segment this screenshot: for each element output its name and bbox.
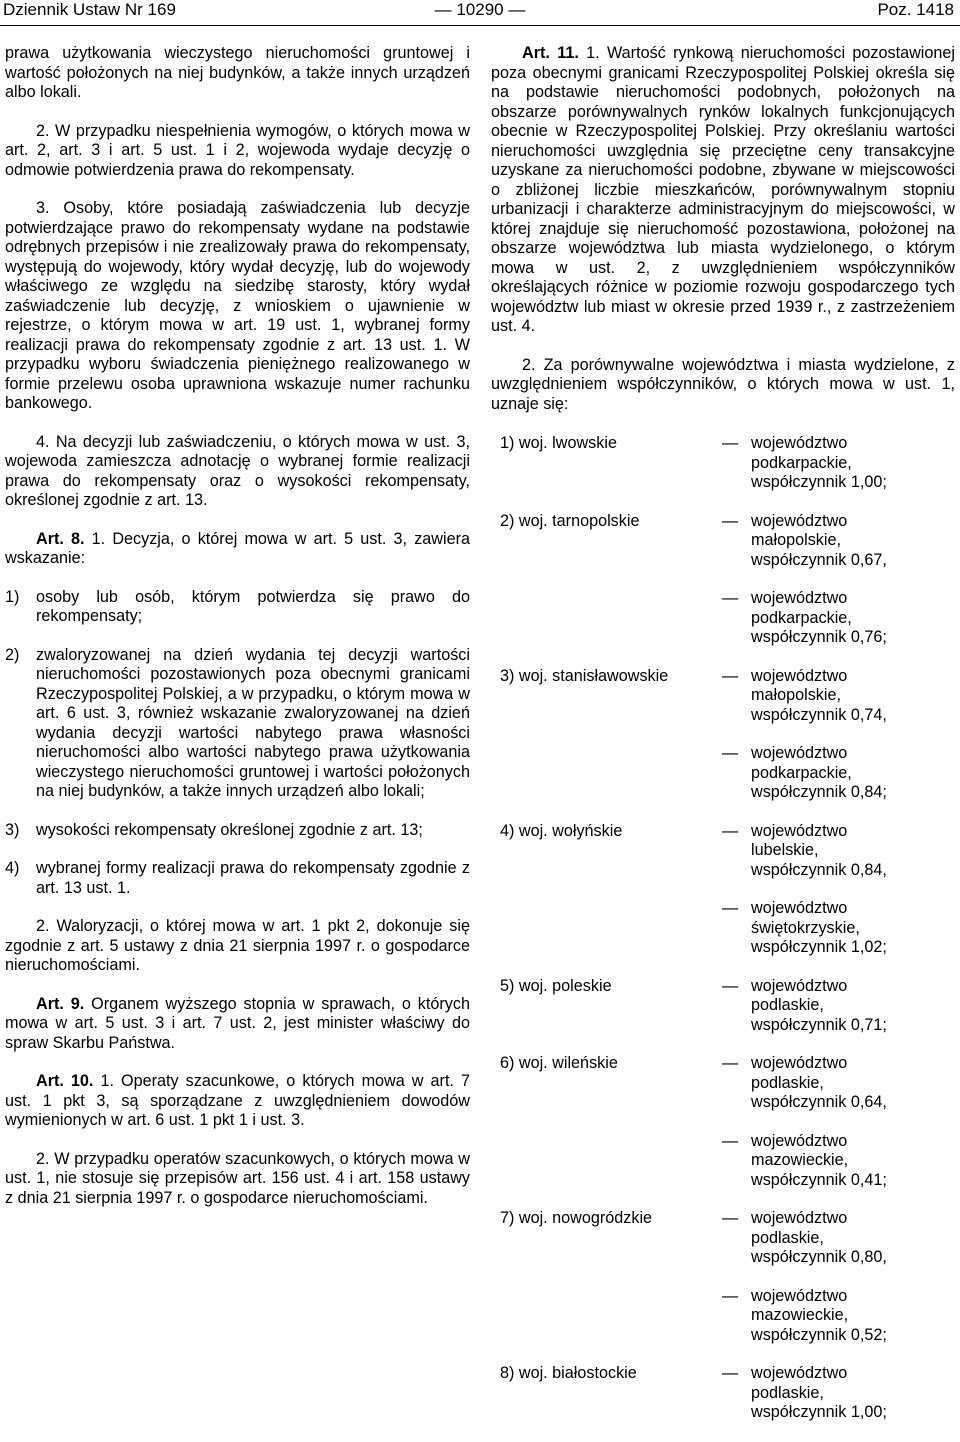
dash: — — [722, 1286, 739, 1305]
voivodeship-entry — [500, 434, 955, 493]
position-number: Poz. 1418 — [877, 0, 954, 19]
target-label: województwo — [751, 976, 848, 995]
list-item-text: wybranej formy realizacji prawa do rekompensaty zgodnie z art. 13 ust. 1. — [36, 859, 470, 897]
dash: — — [722, 511, 739, 530]
coefficient: współczynnik 0,64, — [751, 1093, 887, 1111]
target-label: województwo — [751, 589, 848, 607]
list-item-text: wysokości rekompensaty określonej zgodnie z art. 13; — [36, 820, 423, 839]
target-voivodeship: małopolskie, — [751, 686, 841, 704]
right-column — [491, 44, 955, 1442]
list-item — [5, 821, 470, 841]
list-item-number: 4) — [5, 859, 20, 877]
paragraph-art8-1 — [5, 530, 470, 569]
dash: — — [722, 589, 739, 607]
voivodeship-entry — [500, 1054, 955, 1190]
historical-voivodeship: 8) woj. białostockie — [500, 1364, 637, 1382]
dash: — — [722, 1131, 739, 1150]
paragraph-art9 — [5, 995, 470, 1054]
dash: — — [722, 976, 739, 995]
list-item — [5, 588, 470, 627]
voivodeship-mapping — [500, 822, 955, 881]
voivodeship-entry — [500, 1364, 955, 1423]
coefficient: współczynnik 0,67, — [751, 550, 887, 569]
target-label: województwo — [751, 1364, 848, 1382]
target-voivodeship: podkarpackie, — [751, 608, 852, 627]
target-voivodeship: podlaskie, — [751, 1228, 824, 1247]
voivodeship-mapping — [500, 1054, 955, 1113]
target-label: województwo — [751, 1286, 848, 1305]
target-voivodeship: podkarpackie, — [751, 453, 852, 472]
coefficient: współczynnik 1,02; — [751, 938, 887, 956]
paragraph-continuation: prawa użytkowania wieczystego nieruchomości gruntowej i wartość położonych na niej budynków, a także innych urządzeń albo lokali. — [5, 44, 470, 101]
voivodeship-entry — [500, 512, 955, 648]
list-item — [5, 859, 470, 898]
list-item-text: zwaloryzowanej na dzień wydania tej decyzji wartości nieruchomości pozostawionych poza obecnymi granicami Rzeczypospolitej Polskiej, a w przypadku, o którym mowa w art. 6 ust. 3, również wskazanie zwaloryzowanej na dzień wydania decyzji wartości nabytego prawa własności nieruchomości albo wartości nabytego prawa użytkowania wieczystego nieruchomości gruntowej i wartości położonych na niej budynków, a także innych urządzeń albo lokali; — [36, 645, 470, 800]
dash: — — [722, 434, 739, 452]
target-voivodeship: podkarpackie, — [751, 763, 852, 782]
dash: — — [722, 821, 739, 840]
list-item-number: 1) — [5, 587, 20, 606]
coefficient: współczynnik 0,52; — [751, 1325, 887, 1344]
coefficient: współczynnik 0,74, — [751, 705, 887, 724]
voivodeship-entry — [500, 667, 955, 803]
paragraph-art11-2: 2. Za porównywalne województwa i miasta wydzielone, z uwzględnieniem współczynników, o których mowa w ust. 1, uznaje się: — [491, 355, 955, 413]
target-label: województwo — [751, 434, 848, 452]
article-text: 1. Decyzja, o której mowa w art. 5 ust. 3, zawiera wskazanie: — [5, 529, 470, 567]
target-label: województwo — [751, 666, 848, 685]
dash: — — [722, 1209, 739, 1227]
voivodeship-mapping — [500, 589, 955, 648]
article-heading: Art. 9. — [36, 994, 85, 1013]
historical-voivodeship: 2) woj. tarnopolskie — [500, 511, 640, 530]
voivodeship-mapping — [500, 1209, 955, 1268]
article-heading: Art. 8. — [36, 529, 85, 548]
target-voivodeship: podlaskie, — [751, 996, 824, 1014]
historical-voivodeship: 7) woj. nowogródzkie — [500, 1209, 653, 1227]
voivodeship-mapping — [500, 667, 955, 726]
dash: — — [722, 899, 739, 917]
coefficient: współczynnik 0,84; — [751, 783, 887, 801]
coefficient: współczynnik 1,00; — [751, 473, 887, 491]
paragraph-art11-1 — [491, 44, 955, 337]
voivodeship-mapping — [500, 512, 955, 571]
dash: — — [722, 744, 739, 762]
left-column — [5, 44, 470, 1208]
coefficient: współczynnik 0,80, — [751, 1248, 887, 1266]
list-item-text: osoby lub osób, którym potwierdza się prawo do rekompensaty; — [36, 587, 470, 625]
voivodeship-mapping — [500, 1132, 955, 1191]
voivodeship-mapping — [500, 899, 955, 958]
voivodeship-mapping — [500, 434, 955, 493]
target-label: województwo — [751, 1209, 848, 1227]
list-item-number: 2) — [5, 645, 20, 664]
list-item-number: 3) — [5, 820, 20, 839]
target-voivodeship: podlaskie, — [751, 1383, 824, 1402]
historical-voivodeship: 4) woj. wołyńskie — [500, 821, 623, 840]
paragraph-art10-2: 2. W przypadku operatów szacunkowych, o których mowa w ust. 1, nie stosuje się przepisów art. 156 ust. 4 i art. 158 ustawy z dnia 21 sierpnia 1997 r. o gospodarce nieruchomościami. — [5, 1149, 470, 1207]
coefficient: współczynnik 0,84, — [751, 860, 887, 879]
paragraph-art7-2: 2. W przypadku niespełnienia wymogów, o których mowa w art. 2, art. 3 i art. 5 ust. 1 i 2, wojewoda wydaje decyzję o odmowie potwierdzenia prawa do rekompensaty. — [5, 121, 470, 179]
voivodeship-entry — [500, 977, 955, 1036]
header-rule — [0, 25, 960, 26]
coefficient: współczynnik 1,00; — [751, 1403, 887, 1421]
voivodeship-entry — [500, 822, 955, 958]
target-voivodeship: lubelskie, — [751, 841, 819, 859]
dash: — — [722, 1054, 739, 1072]
dash: — — [722, 666, 739, 685]
voivodeship-mapping — [500, 1287, 955, 1346]
historical-voivodeship: 1) woj. lwowskie — [500, 434, 617, 452]
target-label: województwo — [751, 899, 848, 917]
paragraph-art7-4: 4. Na decyzji lub zaświadczeniu, o których mowa w ust. 3, wojewoda zamieszcza adnotację o wybranej formie realizacji prawa do rekompensaty oraz o wysokości rekompensaty, określonej zgodnie z art. 13. — [5, 432, 470, 509]
target-voivodeship: mazowieckie, — [751, 1306, 849, 1324]
voivodeship-list — [500, 434, 955, 1423]
article-text: Organem wyższego stopnia w sprawach, o których mowa w art. 5 ust. 3 i art. 7 ust. 2, jest minister właściwy do spraw Skarbu Państwa. — [5, 994, 470, 1052]
coefficient: współczynnik 0,71; — [751, 1015, 887, 1034]
target-label: województwo — [751, 744, 848, 762]
target-label: województwo — [751, 1054, 848, 1072]
page-header — [0, 0, 960, 22]
target-label: województwo — [751, 821, 848, 840]
list-item — [5, 646, 470, 802]
target-voivodeship: podlaskie, — [751, 1073, 824, 1092]
voivodeship-entry — [500, 1209, 955, 1345]
target-voivodeship: świętokrzyskie, — [751, 918, 860, 937]
paragraph-art10-1 — [5, 1072, 470, 1131]
coefficient: współczynnik 0,41; — [751, 1170, 887, 1189]
voivodeship-mapping — [500, 977, 955, 1036]
target-voivodeship: małopolskie, — [751, 531, 841, 549]
voivodeship-mapping — [500, 1364, 955, 1423]
article-text: 1. Operaty szacunkowe, o których mowa w art. 7 ust. 1 pkt 3, są sporządzane z uwzględnieniem dowodów wymienionych w art. 6 ust. 1 pkt 1 i ust. 3. — [5, 1072, 470, 1129]
dash: — — [722, 1364, 739, 1382]
target-label: województwo — [751, 511, 848, 530]
article-heading: Art. 11. — [522, 44, 579, 62]
historical-voivodeship: 5) woj. poleskie — [500, 976, 612, 995]
article-heading: Art. 10. — [36, 1072, 94, 1090]
target-label: województwo — [751, 1131, 848, 1150]
journal-title: Dziennik Ustaw Nr 169 — [3, 0, 176, 19]
paragraph-art7-3: 3. Osoby, które posiadają zaświadczenia lub decyzje potwierdzające prawo do rekompensaty wydane na podstawie odrębnych przepisów i nie zrealizowały prawa do rekompensaty, występują do wojewody, który wydał decyzję, lub do wojewody właściwego ze względu na siedzibę starosty, który wydał zaświadczenie lub decyzję, z wnioskiem o ujawnienie w rejestrze, o którym mowa w art. 19 ust. 1, wybranej formy realizacji prawa do rekompensaty zgodnie z art. 13 ust. 1. W przypadku wyboru świadczenia pieniężnego realizowanego w formie przelewu osoba uprawniona wskazuje numer rachunku bankowego. — [5, 199, 470, 412]
historical-voivodeship: 6) woj. wileńskie — [500, 1054, 618, 1072]
voivodeship-mapping — [500, 744, 955, 803]
article-text: 1. Wartość rynkową nieruchomości pozostawionej poza obecnymi granicami Rzeczypospolitej Polskiej określa się na podstawie nieruchomości podobnych, położonych na obszarze porównywalnych rynków lokalnych funkcjonujących obecnie w Rzeczypospolitej Polskiej. Przy określaniu wartości nieruchomości uwzględnia się przeciętne ceny transakcyjne uzyskane za nieruchomości podobne, zbywane w miejscowości o zbliżonej liczbie mieszkańców, porównywalnym stopniu urbanizacji i charakterze administracyjnym do miejscowości, w której znajduje się nieruchomość pozostawiona, położonej na obszarze województwa lub miasta wydzielonego, o którym mowa w ust. 2, z uwzględnieniem współczynników określających różnice w poziomie rozwoju gospodarczego tych województw lub miast w okresie przed 1939 r., z zastrzeżeniem ust. 4. — [491, 44, 955, 335]
coefficient: współczynnik 0,76; — [751, 628, 887, 646]
historical-voivodeship: 3) woj. stanisławowskie — [500, 666, 669, 685]
page-number: — 10290 — — [434, 0, 526, 19]
paragraph-art8-2: 2. Waloryzacji, o której mowa w art. 1 pkt 2, dokonuje się zgodnie z art. 5 ustawy z dnia 21 sierpnia 1997 r. o gospodarce nieruchomościami. — [5, 917, 470, 974]
target-voivodeship: mazowieckie, — [751, 1151, 849, 1169]
